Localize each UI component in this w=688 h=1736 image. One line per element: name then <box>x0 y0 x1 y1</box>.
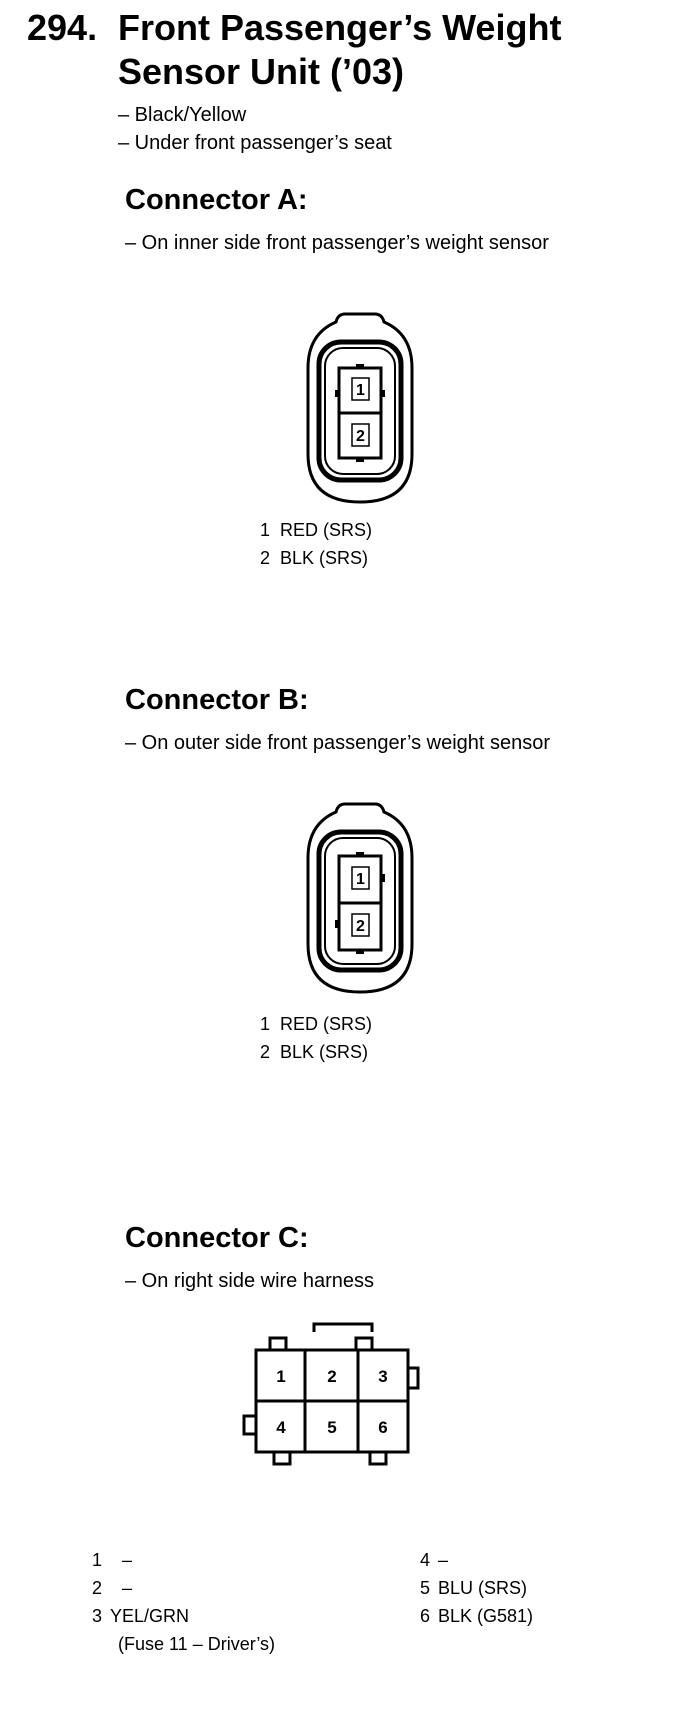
connector-b-pin-2: 2 BLK (SRS) <box>259 1042 369 1062</box>
connector-c-cavity-1: 1 <box>276 1367 286 1386</box>
connector-c-pin-6: 6 BLK (G581) <box>420 1606 534 1626</box>
connector-b-pin-1: 1 RED (SRS) <box>259 1014 373 1034</box>
connector-c-diagram <box>240 1318 440 1478</box>
location-note: – Under front passenger’s seat <box>118 132 392 154</box>
connector-a-cavity-1: 1 <box>356 382 365 399</box>
connector-a-pin-2: 2 BLK (SRS) <box>259 548 369 568</box>
page-title-line-1: Front Passenger’s Weight <box>118 7 562 48</box>
connector-c-pin-2: 2 – <box>92 1578 133 1598</box>
connector-c-pin-3: 3 YEL/GRN <box>92 1606 190 1626</box>
connector-b-cavity-1: 1 <box>356 871 365 888</box>
page-title-line-2: Sensor Unit (’03) <box>118 51 405 92</box>
section-number: 294. <box>27 7 98 48</box>
connector-c-cavity-4: 4 <box>276 1418 286 1437</box>
connector-b-heading: Connector B: <box>125 684 309 716</box>
connector-c-pin-4: 4 – <box>420 1550 449 1570</box>
connector-b-diagram <box>300 800 420 1000</box>
connector-a-cavity-2: 2 <box>356 428 365 445</box>
connector-a-diagram <box>300 310 420 510</box>
connector-c-pin-1: 1 – <box>92 1550 133 1570</box>
connector-c-pin-5: 5 BLU (SRS) <box>420 1578 528 1598</box>
connector-c-heading: Connector C: <box>125 1222 309 1254</box>
connector-a-location: – On inner side front passenger’s weight sensor <box>125 232 549 254</box>
connector-c-location: – On right side wire harness <box>125 1270 375 1292</box>
connector-c-cavity-5: 5 <box>327 1418 337 1437</box>
connector-color-note: – Black/Yellow <box>118 104 247 126</box>
connector-b-location: – On outer side front passenger’s weight sensor <box>125 732 551 754</box>
connector-a-heading: Connector A: <box>125 184 308 216</box>
connector-c-cavity-3: 3 <box>378 1367 388 1386</box>
connector-c-cavity-2: 2 <box>327 1367 337 1386</box>
connector-b-cavity-2: 2 <box>356 918 365 935</box>
connector-c-pin-3-note: (Fuse 11 – Driver’s) <box>118 1634 276 1654</box>
connector-c-cavity-6: 6 <box>378 1418 388 1437</box>
connector-a-pin-1: 1 RED (SRS) <box>259 520 373 540</box>
